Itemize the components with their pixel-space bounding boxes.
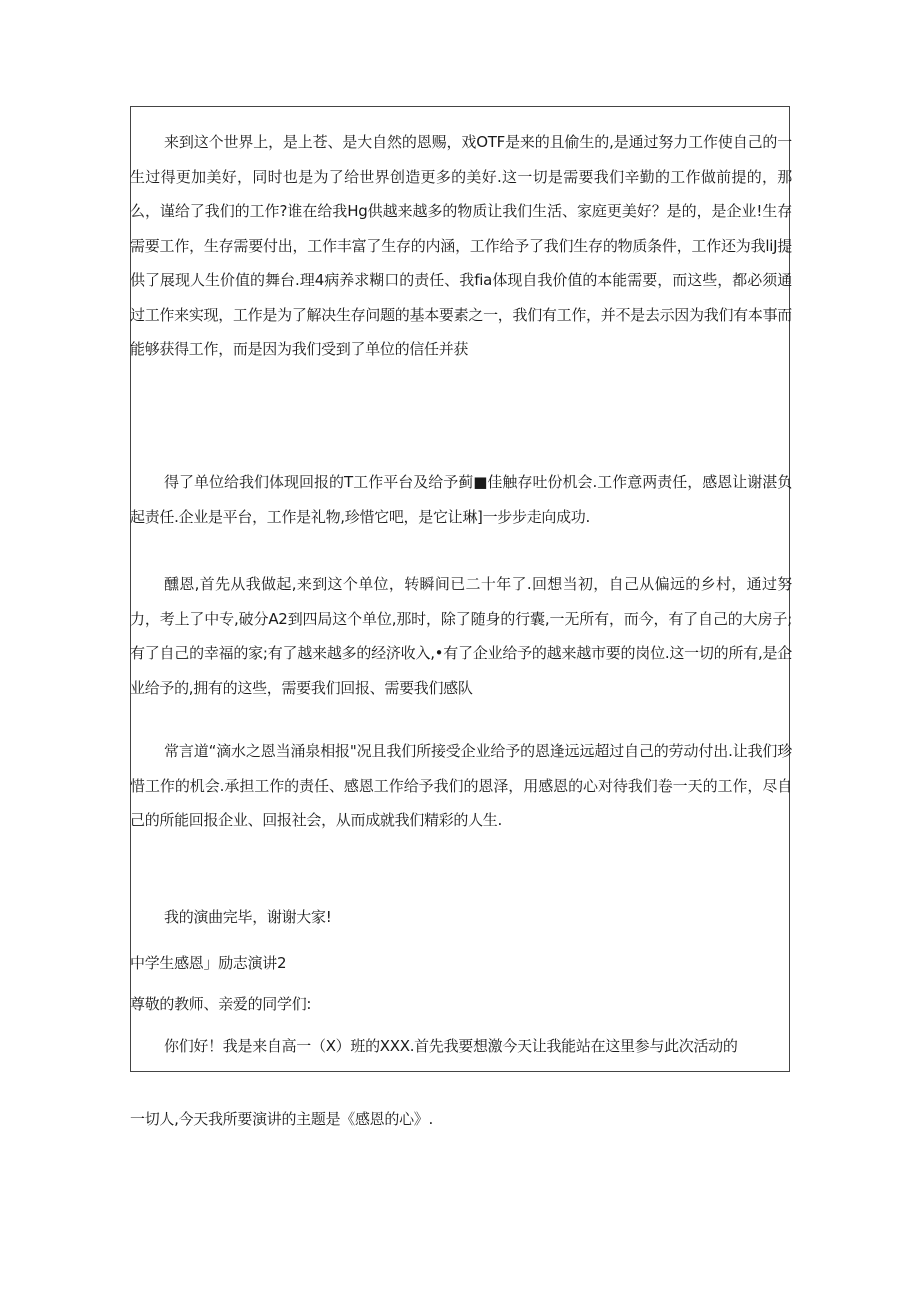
paragraph-continuation: 一切人,今天我所要演讲的主题是《感恩的心》. (130, 1110, 433, 1128)
paragraph-work-value: 来到这个世界上，是上苍、是大自然的恩赐，戏OTF是来的且偷生的,是通过努力工作使自己的一生过得更加美好，同时也是为了给世界创造更多的美好.这一切是需要我们辛勤的工作做前提的，那么，谨给了我们的工作?谁在给我Hg供越来越多的物质让我们生活、家庭更美好？是的，是企业!生存需要工作，生存需要付出，工作丰富了生存的内涵，工作给予了我们生存的物质条件，工作还为我liJ提供了展现人生价值的舞台.理4病养求糊口的责任、我fia体现自我价值的本能需要，而这些，都必须通过工作来实现，工作是为了解决生存问题的基本要素之一，我们有工作，并不是去示因为我们有本事而能够获得工作，而是因为我们受到了单位的信任并获 (130, 133, 792, 358)
paragraph-opening: 你们好！我是来自高一（X）班的XXX.首先我要想激今天让我能站在这里参与此次活动的 (164, 1037, 738, 1055)
paragraph-proverb: 常言道“滴水之恩当涌泉相报"况且我们所接受企业给予的恩逢远远超过自己的劳动付出.让我们珍惜工作的机会.承担工作的责任、感恩工作给予我们的恩泽，用感恩的心对待我们卷一天的工作，尽自己的所能回报企业、回报社会，从而成就我们精彩的人生. (130, 742, 792, 829)
salutation: 尊敬的教师、亲爱的同学们: (130, 995, 312, 1013)
paragraph-closing: 我的演曲完毕，谢谢大家! (164, 908, 332, 926)
speech-heading: 中学生感恩」励志演讲2 (130, 954, 287, 972)
paragraph-gratitude-start: 醺恩,首先从我做起,来到这个单位，转瞬间已二十年了.回想当初，自己从偏远的乡村，通过努力，考上了中专,破分A2到四局这个单位,那时，除了随身的行囊,一无所有，而今，有了自己的大房子;有了自己的幸福的家;有了越来越多的经济收入,•有了企业给予的越来越市要的岗位.这一切的所有,是企业给予的,拥有的这些，需要我们回报、需要我们感队 (130, 575, 792, 697)
paragraph-work-platform: 得了单位给我们体现回报的T工作平台及给予蓟■佳触存吐份机会.工作意两责任，感恩让谢湛负起责任.企业是平台，工作是礼物,珍惜它吧，是它让琳]一步步走向成功. (130, 473, 792, 526)
